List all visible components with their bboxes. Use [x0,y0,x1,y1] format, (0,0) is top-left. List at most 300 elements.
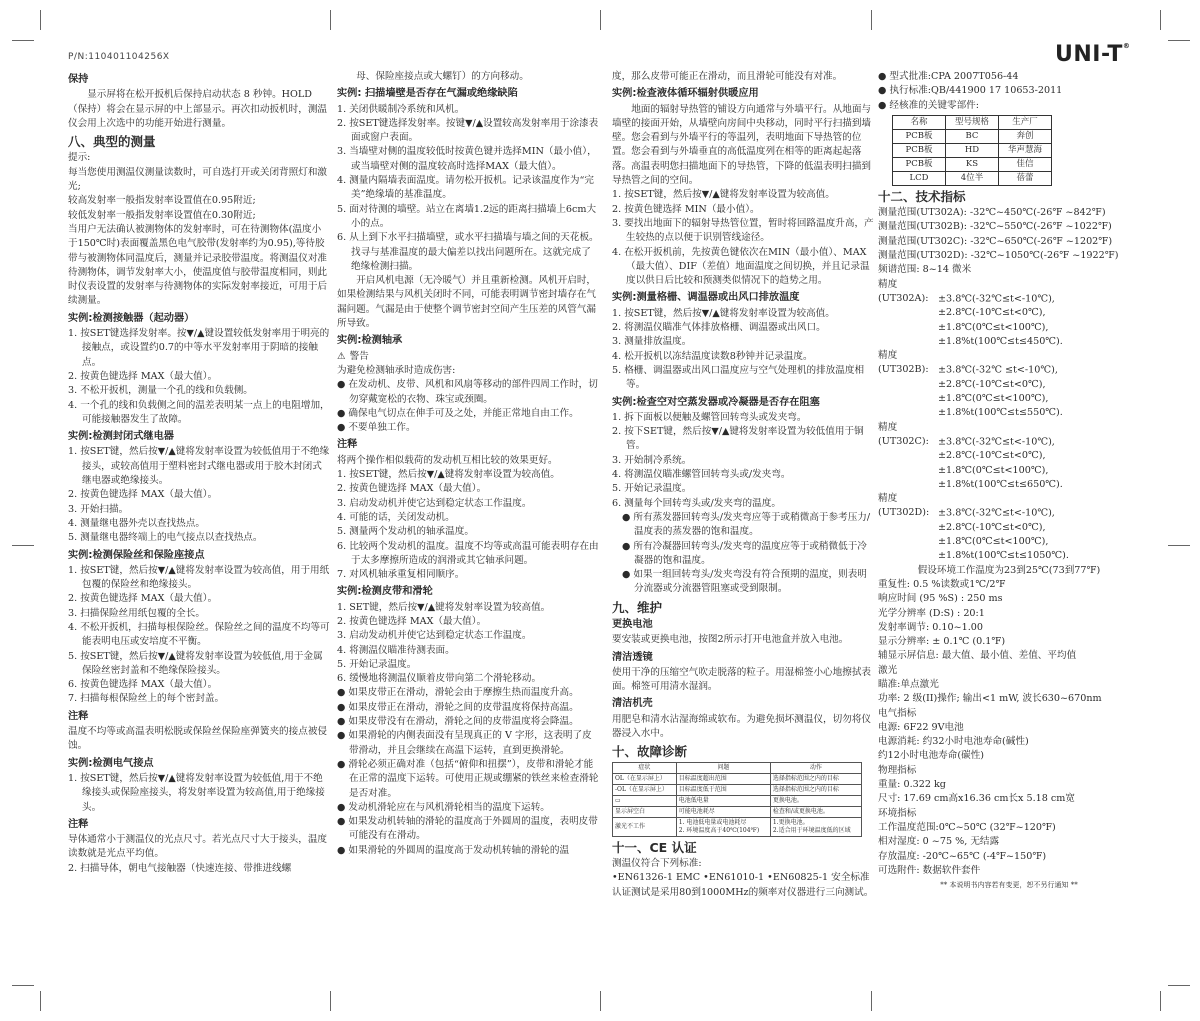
bullet-icon: ● [878,99,890,111]
example-title: 实例:检测封闭式继电器 [68,431,174,443]
brand-logo [1055,42,1130,67]
accuracy-line [878,306,1140,320]
section-heading: 保持 [68,74,89,85]
list-item [878,778,1140,792]
list-item [878,578,1140,592]
list-item-text: 5. 测量两个发动机的轴承温度。 [337,526,474,538]
accuracy-line [878,464,1140,478]
list-item-text: 如果皮带没有在滑动，滑轮之间的皮带温度将会降温。 [348,716,579,728]
list-item-text: 1. 按SET键，然后按▼/▲键将发射率设置为较低值,用于不绝缘接头或保险座接头，将发射率设置为较高值,用于绝缘接头。 [68,772,325,813]
table-cell: 1.更换电池。 2.适合用于环境温度低的区域 [770,817,861,836]
paragraph: 使用干净的压缩空气吹走脱落的粒子。用湿棉签小心地擦拭表面。棉签可用清水湿润。 [612,666,872,693]
column-3 [612,70,874,900]
list-item-text: 3. 启动发动机并使它达到稳定状态工作温度。 [337,630,532,642]
steps-list [68,862,330,876]
list-item [612,425,874,454]
list-item [878,678,1140,692]
list-item [68,223,330,309]
list-item [878,220,1140,234]
list-item [68,772,330,815]
note-title: 注释 [68,818,89,830]
crop-mark [1160,10,1161,30]
list-item-text: 约12小时电池寿命(碳性) [878,750,985,762]
accuracy-value: ±1.8℃(0℃≤t<100℃), [938,321,1049,333]
table-cell: PCB板 [893,157,946,171]
list-item [337,174,599,203]
list-item [878,84,1140,98]
list-item [612,497,874,511]
table-row [893,129,1052,143]
list-item-text: 2. 按下SET键，然后按▼/▲键将发射率设置为较低值用于铜管。 [612,426,864,452]
list-item [337,801,599,815]
list-item-text: 1. 按SET键，然后按▼/▲键将发射率设置为较高值。 [612,189,835,201]
note-text: 温度不均等或高温表明松脱或保险丝保险座弹簧夹的接点被侵蚀。 [68,726,328,752]
table-cell: 佳信 [999,157,1052,171]
list-item [68,327,330,370]
accuracy-value: ±2.8℃(-10℃≤t<0℃), [938,307,1046,319]
crop-mark [40,991,41,1011]
table-cell: 目标温度超出范围 [676,773,770,784]
bullet-icon: ● [878,85,890,97]
list-item [68,621,330,650]
note-title: 注释 [337,439,358,451]
note-title: 注释 [68,710,89,722]
crop-mark [12,545,34,546]
list-item-text: 可选附件: 数据软件套件 [878,864,981,876]
list-item-text: 重复性: 0.5 %读数或1℃/2℉ [878,578,1006,590]
steps-list [337,601,599,687]
list-item [612,886,874,900]
accuracy-line [878,492,1140,521]
accuracy-value: ±1.8%t(100℃≤t≤650℃). [938,478,1063,490]
list-item [337,601,599,615]
table-header: 症状 [613,762,677,773]
list-item-text: 瞄准:单点激光 [878,678,939,690]
table-row [613,773,862,784]
list-item [68,370,330,384]
list-item-text: 3. 当墙壁对侧的温度较低时按黄色键并选择MIN（最小值），或当墙壁对侧的温度较高时选择MAX（最大值）。 [337,146,597,172]
list-item-text: 物理指标 [878,764,917,776]
list-item-text: 当用户无法确认被测物体的发射率时，可在待测物体(温度小于150℃时)表面覆盖黑色电气胶带(发射率约为0.95),等待胶带与被测物体同温度后，测量并记录胶带温度。将测温仪对准待测物体，调节发射率大小，使温度值与胶带温度相同，则此时仪表设置的发射率与待测物体的实际发射率接近，可用于后续测量。 [68,223,328,307]
accuracy-value: ±3.8℃(-32℃ ≤t<-10℃), [938,364,1058,376]
table-cell: OL（在显示屏上） [613,773,677,784]
list-item-text: 4. 测量内隔墙表面温度。请勿松开扳机。记录该温度作为“完美”绝缘墙的基准温度。 [337,175,594,201]
steps-list [68,772,330,815]
accuracy-line [878,478,1140,492]
list-item [878,664,1140,678]
list-item [878,263,1140,277]
table-cell: HD [946,143,999,157]
list-item [337,231,599,274]
list-item [337,407,599,421]
accuracy-value: ±3.8℃(-32℃≤t<-10℃), [938,507,1055,519]
list-item-text: 激光 [878,664,898,676]
bullet-icon: ● [337,816,349,828]
bullet-list [337,686,599,858]
table-row [613,817,862,836]
crop-mark [1168,985,1190,986]
list-item-text: 测量范围(UT302C): -32℃~650℃(-26℉ ~1202℉) [878,235,1113,247]
list-item-text: 1. 按SET键选择发射率。按▼/▲键设置较低发射率用于明亮的接触点，或设置约0.7的中等水平发射率用于阴暗的接触点。 [68,328,330,368]
list-item-text: 7. 扫描每根保险丝上的每个密封盖。 [68,693,225,705]
accuracy-value: ±1.8%t(100℃≤t≤550℃). [938,407,1063,419]
steps-list [337,103,599,275]
example-title: 实例: 扫描墙壁是否存在气漏或绝缘缺陷 [337,88,518,100]
table-cell: 目标温度低于范围 [676,784,770,795]
accuracy-line [878,521,1140,535]
accuracy-label: 精度(UT302D): [878,493,930,519]
crop-mark [40,10,41,30]
list-item-text: 较高发射率一般指发射率设置值在0.95附近; [68,195,256,207]
list-item-text: 光学分辨率 (D:S) : 20:1 [878,607,985,619]
list-item [68,194,330,208]
list-item [622,540,874,569]
list-item-text: 较低发射率一般指发射率设置值在0.30附近; [68,209,256,221]
spec-list [878,578,1140,878]
accuracy-value: ±3.8℃(-32℃≤t<-10℃), [938,292,1055,304]
list-item [337,629,599,643]
list-item [878,707,1140,721]
example-title: 实例:检测皮带和滑轮 [337,586,433,598]
table-cell: 蓓蕾 [999,171,1052,185]
list-item-text: 尺寸: 17.69 cm高x16.36 cm长x 5.18 cm宽 [878,793,1075,805]
list-item-text: 存放温度: -20℃~65℃ (-4℉~150℉) [878,850,1047,862]
list-item-text: 执行标准:QB/441900 17 10653-2011 [889,85,1063,97]
list-item [612,203,874,217]
crop-mark [600,10,601,30]
list-item-text: 如果皮带正在滑动，滑轮之间的皮带温度将保持高温。 [348,701,579,713]
list-item [878,235,1140,249]
list-item-text: 3. 开始制冷系统。 [612,454,692,466]
list-item-text: 显示分辨率: ± 0.1℃ (0.1℉) [878,636,1006,648]
list-item-text: 2. 按黄色键选择 MAX（最大值）。 [68,489,218,501]
crop-mark [12,985,34,986]
list-item [612,217,874,246]
list-item [612,411,874,425]
list-item-text: 4. 将测温仪瞄准待测表面。 [337,644,455,656]
bullet-icon: ● [337,716,349,728]
list-item-text: 如果滑轮的内侧表面没有呈现真正的 V 字形，这表明了皮带滑动，并且会继续在高温下运转，直到更换滑轮。 [348,730,592,756]
accuracy-line [878,278,1140,307]
table-cell: 4位半 [946,171,999,185]
list-item-text: 认证测试是采用80到1000MHz的频率对仪器进行三向测试。 [612,886,874,898]
list-item-text: 4. 在松开扳机前，先按黄色键依次在MIN（最小值）、MAX（最大值）、DIF（差值）地面温度之间切换，并且记录温度以供日后比较和预测类似情况下的趋势之用。 [612,246,870,287]
list-item [337,758,599,801]
list-item-text: 2. 按黄色键选择 MAX（最大值）。 [68,370,218,382]
list-item [612,482,874,496]
list-item [337,658,599,672]
list-item [337,701,599,715]
list-item-text: 1. 按SET键，然后按▼/▲键将发射率设置为较低值用于不绝缘接头，或较高值用于塑料密封式继电器或用于胶木封闭式继电器或绝缘接头。 [68,446,330,487]
list-item-text: 3. 扫描保险丝用纸包覆的全长。 [68,607,205,619]
table-cell: 检查和/或更换电池。 [770,806,861,817]
accuracy-line [878,421,1140,450]
example-title: 实例:测量格栅、调温器或出风口排放温度 [612,292,800,304]
list-item-text: 电源: 6F22 9V电池 [878,721,964,733]
list-item-text: 6. 按黄色键选择 MAX（最大值）。 [68,679,218,691]
section-title: 八、典型的测量 [68,134,156,150]
footer-note: ** 本说明书内容若有变更，恕不另行通知 ** [940,881,1078,890]
list-item-text: 测温仪符合下列标准: [612,857,702,869]
continued-line: 母、保险座接点或大螺钉）的方向移动。 [356,71,529,82]
bullet-icon: ● [337,701,349,713]
table-cell: KS [946,157,999,171]
list-item-text: 2. 扫描导体，朝电气接触器（快速连接、带推进线螺 [68,862,292,874]
accuracy-line [878,392,1140,406]
column-2 [337,70,599,858]
example-title: 实例:检查液体循环辐射供暖应用 [612,88,759,100]
list-item-text: 2. 按黄色键选择 MIN（最小值）。 [612,203,760,215]
list-item-text: 测量范围(UT302A): -32℃~450℃(-26℉ ~842℉) [878,207,1106,219]
list-item-text: 1. 按SET键，然后按▼/▲键将发射率设置为较高值。 [337,469,560,481]
list-item-text: 2. 按黄色键选择 MAX（最大值）。 [337,483,487,495]
table-header: 问题 [676,762,770,773]
list-item-text: 辅显示屏信息: 最大值、最小值、差值、平均值 [878,650,1077,662]
approval-list [878,70,1140,113]
accuracy-line [878,406,1140,420]
list-item [612,307,874,321]
table-cell: 选择指标范围之内的目标 [770,784,861,795]
list-item [68,399,330,428]
list-item-text: 5. 面对待测的墙壁。站立在离墙1.2远的距离扫描墙上6cm大小的点。 [337,203,597,229]
table-cell: 奔创 [999,129,1052,143]
list-item-text: 确保电气切点在伸手可及之处，并能正常地自由工作。 [348,407,579,419]
list-item-text: 功率: 2 级(II)操作; 输出<1 mW, 波长630~670nm [878,693,1102,705]
column-4 [878,70,1140,892]
paragraph: 地面的辐射导热管的铺设方向通常与外墙平行。从地面与墙壁的接面开始，从墙壁向房间中央移动，同时平行扫描到墙壁。您会看到与外墙平行的等温列，表明地面下导热管的位置。您会看到与外墙垂直的高低温度列在相等的距离起起落落。高温表明您扫描地面下的导热管，下降的低温表明扫描到导热管之间的空间。 [612,103,872,187]
list-item [622,568,874,597]
list-item [68,678,330,692]
list-item-text: 2. 按SET键选择发射率。按键▼/▲设置较高发射率用于涂漆表面或窗户表面。 [337,117,599,144]
list-item [878,635,1140,649]
list-item [878,864,1140,878]
accuracy-value: ±2.8℃(-10℃≤t<0℃), [938,378,1046,390]
table-row [893,157,1052,171]
bullet-icon: ● [337,801,349,813]
accuracy-line [878,549,1140,563]
list-item [68,592,330,606]
table-cell: BC [946,129,999,143]
part-number: P/N:110401104256X [68,52,170,62]
list-item-text: 5. 按SET键，然后按▼/▲键将发射率设置为较低值,用于金属保险丝密封盖和不绝缘保险接头。 [68,650,323,676]
steps-list [68,445,330,545]
list-item-text: 3. 启动发动机并使它达到稳定状态工作温度。 [337,497,532,509]
list-item-text: 5. 开始记录温度。 [337,658,417,670]
table-header-row [893,115,1052,129]
list-item-text: 4. 不松开扳机，扫描每根保险丝。保险丝之间的温度不均等可能表明电压或安培度不平衡。 [68,621,330,648]
list-item [68,503,330,517]
subsection-title: 更换电池 [612,618,653,630]
list-item-text: 测量范围(UT302B): -32℃~550℃(-26℉ ~1022℉) [878,221,1112,233]
list-item [68,488,330,502]
accuracy-value: ±1.8℃(0℃≤t<100℃), [938,464,1049,476]
list-item [337,145,599,174]
example-title: 实例:检测轴承 [337,335,403,347]
crop-mark [1168,545,1190,546]
list-item [878,835,1140,849]
list-item-text: 2. 按黄色键选择 MAX（最大值）。 [337,615,487,627]
list-item [337,844,599,858]
bullet-icon: ● [337,687,349,699]
list-item [878,764,1140,778]
crop-mark [1160,991,1161,1011]
list-item-text: 电源消耗: 约32小时电池寿命(碱性) [878,736,1029,748]
list-item [337,117,599,146]
list-item [612,321,874,335]
bullet-icon: ● [337,422,349,434]
list-item-text: 发动机滑轮应在与风机滑轮相当的温度下运转。 [348,801,550,813]
bullet-icon: ● [622,511,634,523]
paragraph: 开启风机电源（无冷暖气）并且重新检测。风机开启时，如果检测结果与风机关闭时不同，可能表明调节密封墙存在气漏问题。气漏是由于使整个调节密封空间产生压差的风管气漏所导致。 [337,275,597,330]
list-item-text: 每当您使用测温仪测量读数时，可自选打开或关闭背照灯和激光; [68,166,328,193]
section-title: 十、故障诊断 [612,744,688,760]
ce-list [612,857,874,900]
list-item-text: 5. 格栅、调温器或出风口温度应与空气处理机的排放温度相等。 [612,364,865,391]
list-item-text: 工作温度范围:0℃~50℃ (32℉~120℉) [878,821,1056,833]
accuracy-value: ±2.8℃(-10℃≤t<0℃), [938,521,1046,533]
bullet-icon: ● [337,407,349,419]
list-item-text: 如果皮带正在滑动，滑轮会由于摩擦生热而温度升高。 [348,687,579,699]
bullet-list [612,511,874,597]
list-item-text: 4. 可能的话，关闭发动机。 [337,511,455,523]
list-item-text: 经核准的关键零部件: [889,99,979,111]
accuracy-line [878,449,1140,463]
list-item [337,715,599,729]
list-item-text: 电气指标 [878,707,917,719]
list-item-text: 2. 按黄色键选择 MAX（最大值）。 [68,593,218,605]
table-row [613,795,862,806]
list-item [878,621,1140,635]
paragraph: 用肥皂和清水沾湿海绵或软布。为避免损坏测温仪，切勿将仪器浸入水中。 [612,713,872,740]
accuracy-line [878,378,1140,392]
list-item-text: 5. 开始记录温度。 [612,483,692,495]
list-item-text: 响应时间 (95 %S) : 250 ms [878,593,1003,605]
list-item [337,482,599,496]
list-item [612,188,874,202]
warning-label: 警告 [349,350,369,362]
crop-mark [600,991,601,1011]
list-item [337,497,599,511]
table-cell: 激光不工作 [613,817,677,836]
warning-intro: 为避免检测轴承时造成伤害: [337,364,456,376]
list-item [68,384,330,398]
example-title: 实例:检测接触器（起动器） [68,312,195,324]
section-title: 十一、CE 认证 [612,839,697,855]
list-item-text: 6. 测量每个回转弯头或/发夹弯的温度。 [612,497,781,509]
list-item-text: 3. 开始扫描。 [68,503,129,515]
list-item [68,862,330,876]
list-item-text: 4. 松开扳机以冻结温度读数8秒钟并记录温度。 [612,350,813,362]
accuracy-value: ±3.8℃(-32℃≤t<-10℃), [938,435,1055,447]
list-item-text: 相对湿度: 0 ~75 %, 无结露 [878,836,1000,848]
crop-mark [12,40,34,41]
bullet-icon: ● [337,730,349,742]
table-cell: 华声慧海 [999,143,1052,157]
list-item-text: 2. 将测温仪瞄准气体排放格栅、调温器或出风口。 [612,322,826,334]
list-item-text: 测量范围(UT302D): -32℃~1050℃(-26℉ ~1922℉) [878,250,1119,262]
tip-list [68,166,330,309]
list-item [878,807,1140,821]
list-item-text: 如果滑轮的外圆周的温度高于发动机转轴的滑轮的温 [348,844,570,856]
steps-list [337,468,599,582]
accuracy-value: ±1.8℃(0℃≤t<100℃), [938,536,1049,548]
list-item [68,564,330,593]
bullet-icon: ● [337,379,349,391]
list-item-text: 发射率调节: 0.10~1.00 [878,621,984,633]
accuracy-line [878,535,1140,549]
section-title: 十二、技术指标 [878,188,966,204]
list-item [337,468,599,482]
list-item [68,445,330,488]
list-item-text: 重量: 0.322 kg [878,779,946,791]
list-item-text: 1. 关闭供暖制冷系统和风机。 [337,103,465,115]
table-cell: 可能电池耗尽 [676,806,770,817]
example-title: 实例:检测电气接点 [68,757,154,769]
steps-list [68,327,330,427]
accuracy-groups [878,278,1140,564]
section-title: 九、维护 [612,599,663,615]
list-item-text: 所有冷凝器回转弯头/发夹弯的温度应等于或稍微低于冷凝器的饱和温度。 [633,540,867,566]
list-item-text: 3. 不松开扳机，测量一个孔的线和负载侧。 [68,385,253,397]
list-item [878,749,1140,763]
list-item [337,644,599,658]
table-cell: ▭ [613,795,677,806]
list-item [337,568,599,582]
table-cell: 电池低电量 [676,795,770,806]
list-item-text: 在发动机、皮带、风机和风扇等移动的部件四周工作时，切勿穿戴宽松的衣物、珠宝或颈圈。 [348,379,598,405]
list-item [612,350,874,364]
range-list [878,206,1140,277]
table-cell: 选择指标范围之内的目标 [770,773,861,784]
paragraph: 要安装或更换电池，按图2所示打开电池盒并放入电池。 [612,634,849,646]
accuracy-line [878,335,1140,349]
table-header: 名称 [893,115,946,129]
list-item [337,203,599,232]
column-1 [68,70,330,876]
parts-table [892,115,1052,186]
list-item-text: 如果一组回转弯头/发夹弯没有符合预期的温度，则表明分流器或分流器管阻塞或受到限制。 [633,569,867,595]
list-item [68,531,330,545]
list-item [878,70,1140,84]
table-cell: PCB板 [893,129,946,143]
list-item [878,249,1140,263]
subsection-title: 清洁透镜 [612,651,653,663]
table-header: 动作 [770,762,861,773]
list-item [878,206,1140,220]
registered-mark: ® [1122,42,1131,50]
accuracy-value: ±1.8%t(100℃≤t≤1050℃). [938,550,1069,562]
crop-mark [330,991,331,1011]
list-item [337,815,599,844]
table-cell: 1. 电池低电量或电池耗尽 2. 环境温度高于40℃(104℉) [676,817,770,836]
list-item [337,729,599,758]
list-item-text: 1. 拆下面板以便触及螺管回转弯头或发夹弯。 [612,411,807,423]
list-item-text: 7. 对风机轴承重复相同顺序。 [337,569,465,581]
list-item [612,335,874,349]
accuracy-line [878,349,1140,378]
crop-mark [871,991,872,1011]
accuracy-label: 精度(UT302B): [878,350,929,376]
accuracy-value: ±1.8℃(0℃≤t<100℃), [938,393,1049,405]
list-item [878,99,1140,113]
table-cell: PCB板 [893,143,946,157]
table-row [893,143,1052,157]
list-item [337,686,599,700]
list-item [878,607,1140,621]
list-item [337,103,599,117]
accuracy-line [878,321,1140,335]
list-item [878,692,1140,706]
